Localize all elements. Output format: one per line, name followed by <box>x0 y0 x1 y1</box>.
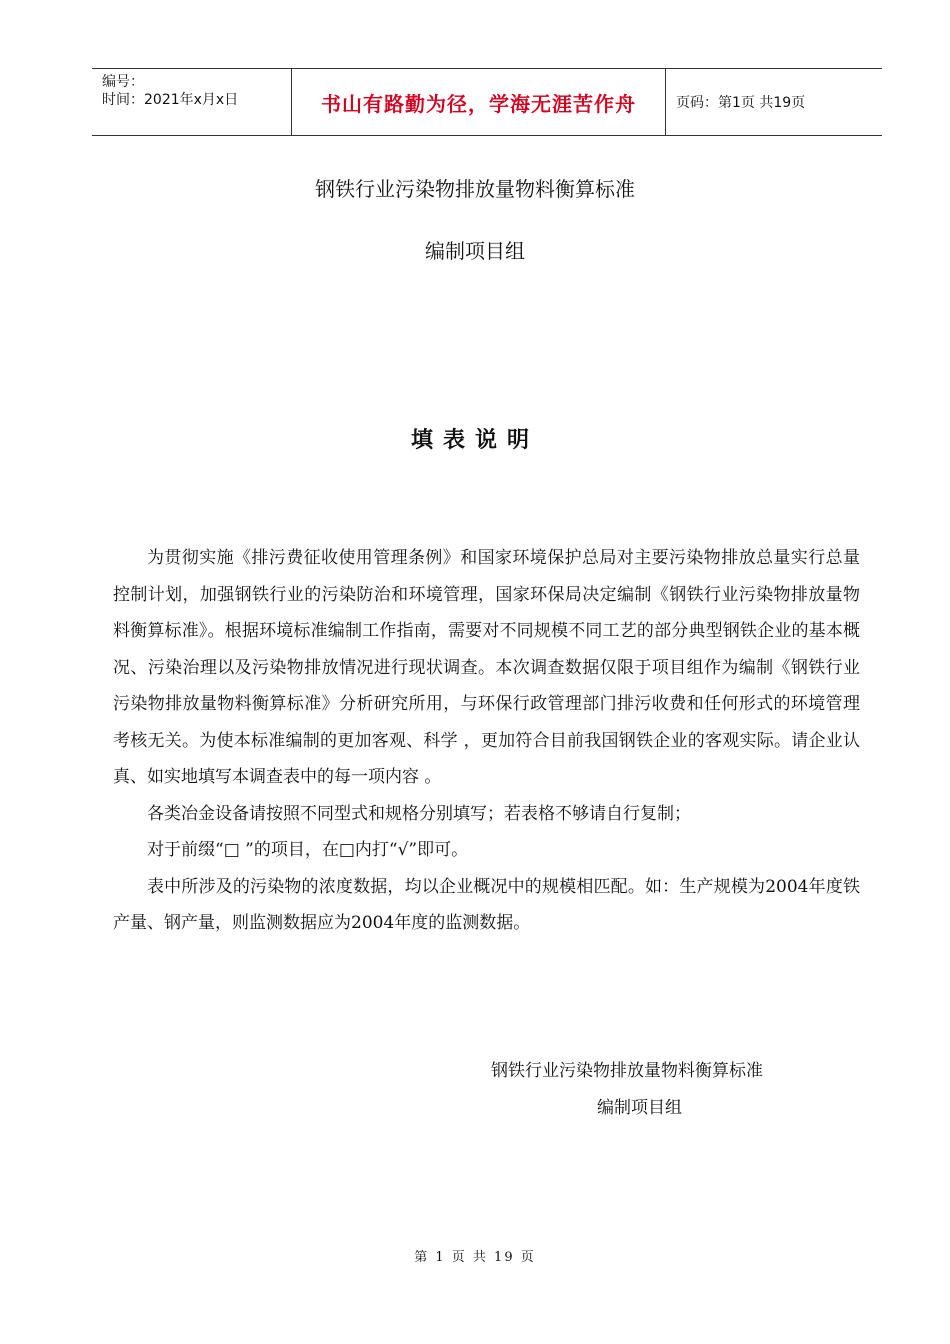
number-label: 编号： <box>102 74 144 90</box>
motto-text: 书山有路勤为径，学海无涯苦作舟 <box>321 91 636 116</box>
header-info-cell <box>92 69 292 135</box>
page-info-cell <box>666 69 882 135</box>
section-title: 填表说明 <box>410 428 539 453</box>
page-info-text: 页码：第1页 共19页 <box>676 95 806 111</box>
document-subtitle: 编制项目组 <box>425 239 525 263</box>
signature-line-2: 编制项目组 <box>597 1098 682 1118</box>
instructions-body <box>113 540 860 942</box>
header-table <box>92 68 882 136</box>
time-label: 时间：2021年x月x日 <box>102 92 239 108</box>
page-footer: 第 1 页 共 19 页 <box>414 1250 536 1265</box>
paragraph: 各类冶金设备请按照不同型式和规格分别填写；若表格不够请自行复制； <box>147 803 691 824</box>
paragraph: 表中所涉及的污染物的浓度数据，均以企业概况中的规模相匹配。如：生产规模为2004年度铁产量、钢产量，则监测数据应为2004年度的监测数据。 <box>113 876 860 933</box>
signature-line-1: 钢铁行业污染物排放量物料衡算标准 <box>491 1061 763 1081</box>
paragraph: 对于前缀“□ ”的项目，在□内打“√”即可。 <box>147 840 469 860</box>
paragraph: 为贯彻实施《排污费征收使用管理条例》和国家环境保护总局对主要污染物排放总量实行总量控制计划，加强钢铁行业的污染防治和环境管理，国家环保局决定编制《钢铁行业污染物排放量物料衡算标准》。根据环境标准编制工作指南，需要对不同规模不同工艺的部分典型钢铁企业的基本概况、污染治理以及污染物排放情况进行现状调查。本次调查数据仅限于项目组作为编制《钢铁行业污染物排放量物料衡算标准》分析研究所用，与环保行政管理部门排污收费和任何形式的环境管理考核无关。为使本标准编制的更加客观、科学 ，更加符合目前我国钢铁企业的客观实际。请企业认真、如实地填写本调查表中的每一项内容 。 <box>113 548 860 787</box>
document-title: 钢铁行业污染物排放量物料衡算标准 <box>315 177 635 201</box>
motto-cell <box>292 69 666 135</box>
